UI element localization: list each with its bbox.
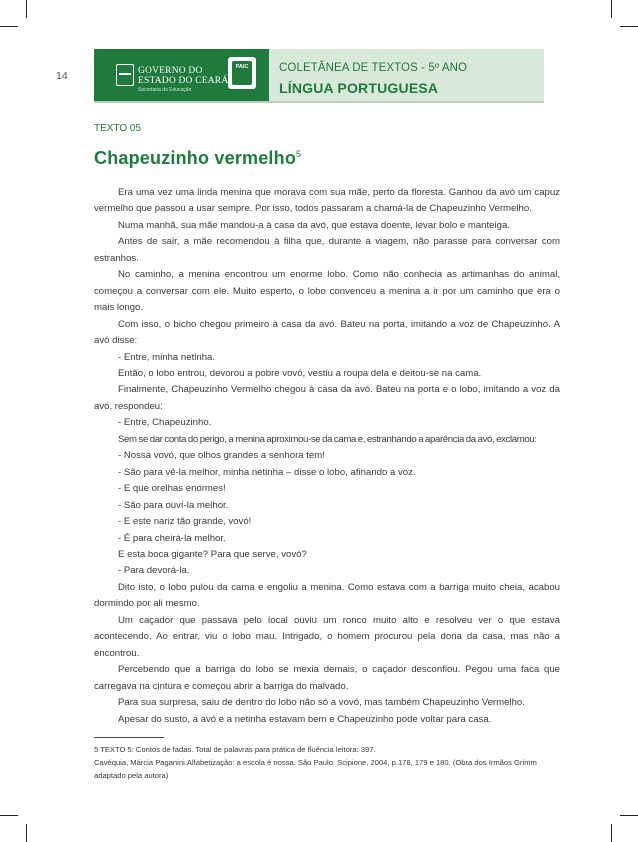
crop-mark xyxy=(620,26,638,27)
collection-title: COLETÂNEA DE TEXTOS - 5º ANO xyxy=(279,62,468,74)
page-number: 14 xyxy=(56,70,68,82)
dialogue-line: - Para devorá-la. xyxy=(118,565,190,577)
subject-title: LÍNGUA PORTUGUESA xyxy=(279,80,439,96)
paragraph: No caminho, a menina encontrou um enorme lobo. Como não conhecia as artimanhas do animal, começou a conversar com ele. Muito esperto, o lobo convenceu a menina a ir por um caminho que era o mais longo. xyxy=(94,269,560,314)
crop-mark xyxy=(611,0,612,18)
dialogue-line: - É para cheirá-la melhor. xyxy=(118,532,226,544)
paragraph: Percebendo que a barriga do lobo se mexia demais, o caçador desconfiou. Pegou uma faca que carregava na cintura e começou abrir a barriga do malvado. xyxy=(94,664,560,692)
crop-mark xyxy=(26,0,27,18)
crop-mark xyxy=(26,824,27,842)
paragraph: Sem se dar conta do perigo, a menina aproximou-se da cama e, estranhando a aparência da avó, exclamou: xyxy=(118,433,537,445)
government-logo-line3: Secretaria da Educação xyxy=(138,87,192,93)
footnote xyxy=(94,743,560,782)
crop-mark xyxy=(620,815,638,816)
ceara-crest-icon xyxy=(116,64,134,86)
footnote-citation: Cavéquia, Márcia Paganini.Alfabetização: a escola é nossa. São Paulo. Scipione, 2004, p.178, 179 e 180. (Obra dos Irmãos Grimm adaptado pela autora) xyxy=(94,758,537,780)
paragraph: Um caçador que passava pelo local ouviu um ronco muito alto e resolveu ver o que estava acontecendo. Ao entrar, viu o lobo mau. Intrigado, o homem procurou pela dona da casa, mas não a encontrou. xyxy=(94,614,560,659)
footnote-reference: 5 xyxy=(296,149,302,159)
government-logo-line2: ESTADO DO CEARÁ xyxy=(138,76,229,86)
crop-mark xyxy=(0,26,18,27)
story-title xyxy=(94,148,301,169)
paragraph: Numa manhã, sua mãe mandou-a à casa da avó, que estava doente, levar bolo e manteiga. xyxy=(118,219,510,231)
dialogue-line: - E este nariz tão grande, vovó! xyxy=(118,516,252,528)
paic-logo-label: PAIC xyxy=(232,61,252,85)
text-number-label: TEXTO 05 xyxy=(94,123,142,134)
paragraph: Para sua surpresa, saiu de dentro do lobo não só a vovó, mas também Chapeuzinho Vermelho. xyxy=(118,697,525,709)
paragraph: Apesar do susto, a avó e a netinha estavam bem e Chapeuzinho pode voltar para casa. xyxy=(118,713,492,725)
story-title-text: Chapeuzinho vermelho xyxy=(94,148,297,168)
paragraph: Finalmente, Chapeuzinho Vermelho chegou à casa da avó. Bateu na porta e o lobo, imitando a voz da avó, respondeu: xyxy=(94,384,560,412)
dialogue-line: E esta boca gigante? Para que serve, vovó? xyxy=(118,548,307,560)
paragraph: Dito isto, o lobo pulou da cama e engoliu a menina. Como estava com a barriga muito cheia, acabou dormindo por ali mesmo. xyxy=(94,581,560,610)
dialogue-line: - Entre, Chapeuzinho. xyxy=(118,417,212,429)
header-banner-shadow xyxy=(94,101,544,103)
footnote-divider xyxy=(94,737,164,738)
ceara-crest-detail xyxy=(119,73,131,75)
government-logo-line1: GOVERNO DO xyxy=(138,66,203,76)
paragraph: Então, o lobo entrou, devorou a pobre vovó, vestiu a roupa dela e deitou-se na cama. xyxy=(118,367,482,379)
paragraph: Antes de sair, a mãe recomendou à filha que, durante a viagem, não parasse para conversar com estranhos. xyxy=(94,236,560,264)
story-body xyxy=(94,185,560,728)
dialogue-line: - São para vê-la melhor, minha netinha – disse o lobo, afinando a voz. xyxy=(118,466,416,478)
paragraph: Com isso, o bicho chegou primeiro à casa da avó. Bateu na porta, imitando a voz de Chapeuzinho. A avó disse: xyxy=(94,318,560,347)
dialogue-line: - Nossa vovó, que olhos grandes a senhora tem! xyxy=(118,450,325,462)
dialogue-line: - Entre, minha netinha. xyxy=(118,351,216,363)
crop-mark xyxy=(611,824,612,842)
crop-mark xyxy=(0,815,18,816)
footnote-line: 5 TEXTO 5: Contos de fadas. Total de palavras para prática de fluência leitora: 397. xyxy=(94,745,376,754)
dialogue-line: - São para ouví-la melhor. xyxy=(118,499,229,511)
paragraph: Era uma vez uma linda menina que morava com sua mãe, perto da floresta. Ganhou da avó um capuz vermelho que passou a usar sempre. Por isso, todos passaram a chamá-la de Chapeuzinho Vermelho. xyxy=(94,187,560,215)
dialogue-line: - E que orelhas enormes! xyxy=(118,483,226,495)
